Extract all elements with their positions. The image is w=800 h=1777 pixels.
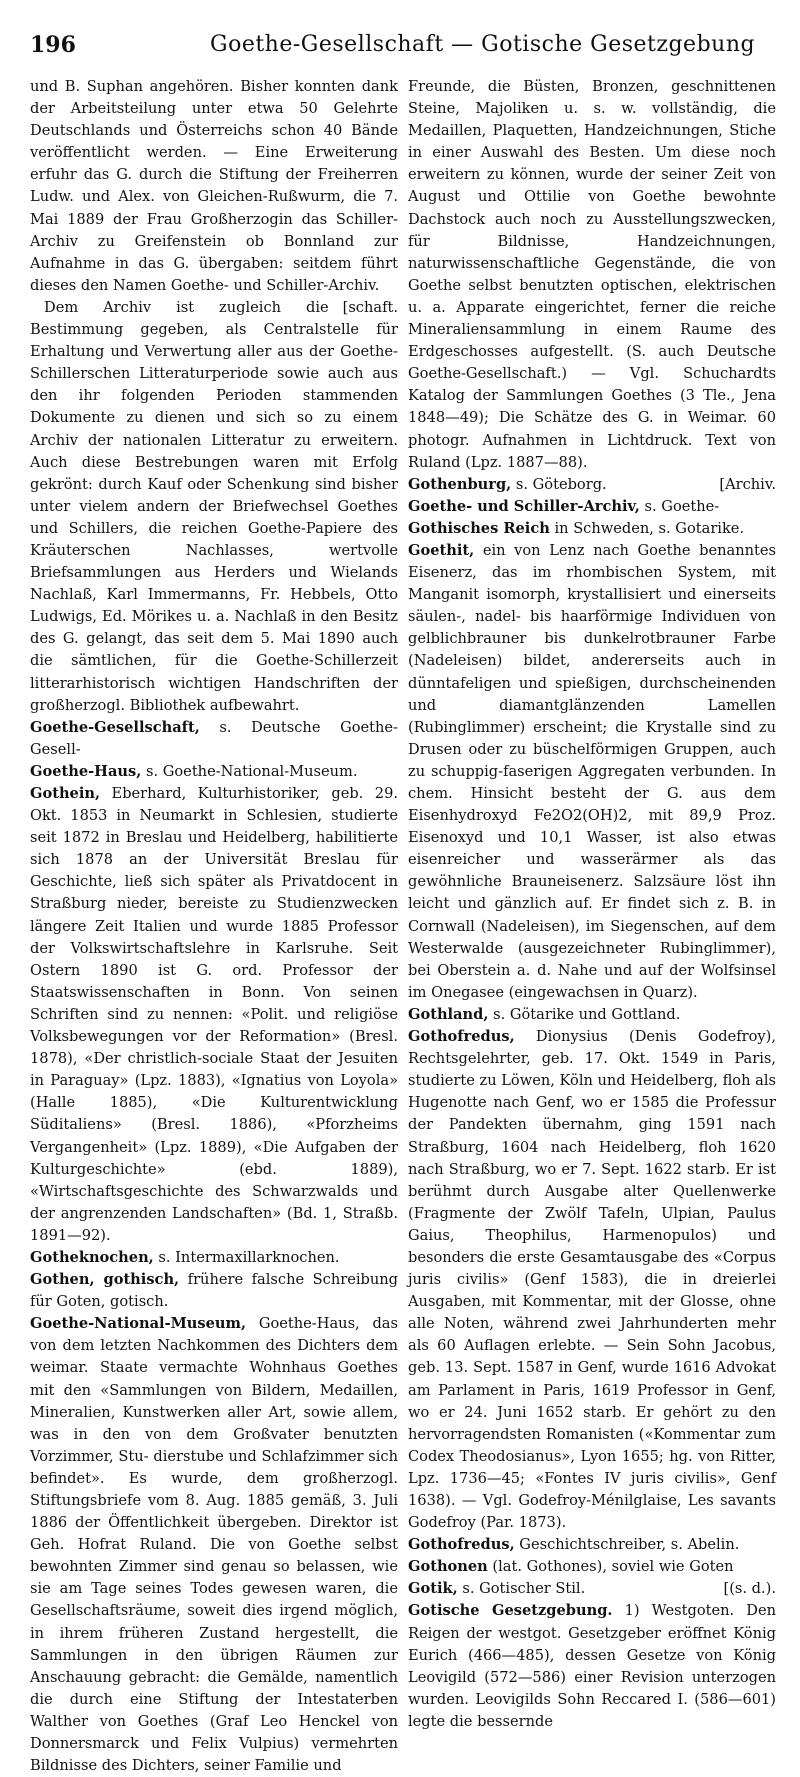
dictionary-entry xyxy=(30,1269,398,1313)
entry-headword: Gotische Gesetzgebung. xyxy=(408,1602,613,1620)
paragraph xyxy=(408,76,776,474)
entry-text: frühere falsche Schreibung für Goten, gotisch. xyxy=(30,1271,398,1311)
entry-headword: Goethe-Haus, xyxy=(30,762,142,780)
dictionary-entry xyxy=(30,1313,398,1777)
dictionary-entry xyxy=(408,1004,776,1026)
entry-headword: Gothein, xyxy=(30,785,101,802)
entry-text: s. Deutsche Goethe-Gesell- xyxy=(30,718,398,758)
entry-text: s. Goethe- xyxy=(639,497,720,515)
dictionary-entry xyxy=(408,1556,776,1578)
dictionary-entry xyxy=(408,540,776,1004)
entry-headword: Gothonen xyxy=(408,1558,488,1576)
dictionary-entry xyxy=(408,1578,776,1600)
paragraph xyxy=(30,297,398,717)
page-number: 196 xyxy=(30,32,76,58)
entry-text: s. Goethe-National-Museum. xyxy=(141,762,358,780)
entry-text: und B. Suphan angehören. Bisher konnten dank der Arbeitsteilung unter etwa 50 Gelehrte Deutschlands und Österreichs schon 40 Bände veröffentlicht werden. — Eine Erweiterung erfuhr das G. durch die Stiftung der Freiherren Ludw. und Alex. von Gleichen-Rußwurm, die 7. Mai 1889 der Frau Großherzogin das Schiller-Archiv zu Greifenstein ob Bonnland zur Aufnahme in das G. übergaben: seitdem führt dieses den Namen Goethe- und Schiller-Archiv. xyxy=(30,78,398,294)
dictionary-entry xyxy=(30,783,398,1247)
running-head: Goethe-Gesellschaft — Gotische Gesetzgebung xyxy=(210,32,756,57)
continuation-fragment: [schaft. xyxy=(342,298,398,316)
entry-text: (lat. Gothones), soviel wie Goten xyxy=(487,1558,734,1576)
page-header xyxy=(30,28,775,68)
entry-headword: Goethe-Gesellschaft, xyxy=(30,718,200,736)
dictionary-entry xyxy=(408,474,776,496)
entry-headword: Gothofredus, xyxy=(408,1536,515,1554)
dictionary-entry xyxy=(408,1600,776,1733)
entry-headword: Gothisches Reich xyxy=(408,519,550,537)
entry-headword: Gotik, xyxy=(408,1580,458,1598)
continuation-fragment: [Archiv. xyxy=(719,475,776,493)
entry-text: ein von Lenz nach Goethe benanntes Eisenerz, das im rhombischen System, mit Manganit isomorph, krystallisiert und einerseits säulen-, nadel- bis haarförmige Individuen von gelblichbrauner bis dunkelrotbrauner Farbe (Nadeleisen) bildet, andererseits auch in dünntafeligen und spießigen, durchscheinenden und diamantglänzenden Lamellen (Rubinglimmer) erscheint; die Krystalle sind zu Drusen oder zu büschelförmigen Gruppen, auch zu schuppig-faserigen Aggregaten verbunden. In chem. Hinsicht besteht der G. aus dem Eisenhydroxyd Fe2O2(OH)2, mit 89,9 Proz. Eisenoxyd und 10,1 Wasser, ist also etwas eisenreicher und wasserärmer als das gewöhnliche Brauneisenerz. Salzsäure löst ihn leicht und gänzlich auf. Er findet sich z. B. in Cornwall (Nadeleisen), im Siegenschen, auf dem Westerwalde (ausgezeichneter Rubinglimmer), bei Oberstein a. d. Nahe und auf der Wolfsinsel im Onegasee (eingewachsen in Quarz). xyxy=(408,541,776,1001)
entry-text: Freunde, die Büsten, Bronzen, geschnittenen Steine, Majoliken u. s. w. vollständig, die Medaillen, Plaquetten, Handzeichnungen, Stiche in einer Auswahl des Besten. Um diese noch erweitern zu können, wurde der seiner Zeit von August und Ottilie von Goethe bewohnte Dachstock auch noch zu Ausstellungszwecken, für Bildnisse, Handzeichnungen, naturwissenschaftliche Gegenstände, die von Goethe selbst benutzten optischen, elektrischen u. a. Apparate eingerichtet, ferner die reiche Mineraliensammlung in einem Raume des Erdgeschosses aufgestellt. (S. auch Deutsche Goethe-Gesellschaft.) — Vgl. Schuchardts Katalog der Sammlungen Goethes (3 Tle., Jena 1848—49); Die Schätze des G. in Weimar. 60 photogr. Aufnahmen in Lichtdruck. Text von Ruland (Lpz. 1887—88). xyxy=(408,78,776,471)
entry-text: in Schweden, s. Gotarike. xyxy=(549,519,745,537)
entry-text: s. Gotischer Stil. xyxy=(457,1580,586,1598)
entry-headword: Gothland, xyxy=(408,1005,489,1023)
entry-text: s. Göteborg. xyxy=(511,475,607,493)
entry-text: Goethe-Haus, das von dem letzten Nachkommen des Dichters dem weimar. Staate vermachte Wohnhaus Goethes mit den «Sammlungen von Bildern, Medaillen, Mineralien, Kunstwerken aller Art, sowie allem, was in den von dem Großvater benutzten Vorzimmer, Stu- dierstube und Schlafzimmer sich befindet». Es wurde, dem großherzogl. Stiftungsbriefe vom 8. Aug. 1885 gemäß, 3. Juli 1886 der Öffentlichkeit übergeben. Direktor ist Geh. Hofrat Ruland. Die von Goethe selbst bewohnten Zimmer sind genau so belassen, wie sie am Tage seines Todes gewesen waren, die Gesellschaftsräume, soweit dies irgend möglich, in ihrem früheren Zustand hergestellt, die Sammlungen in den übrigen Räumen zur Anschauung gebracht: die Gemälde, namentlich die durch eine Stiftung der Intestaterben Walther von Goethes (Graf Leo Henckel von Donnersmarck und Felix Vulpius) vermehrten Bildnisse des Dichters, seiner Familie und xyxy=(30,1315,398,1775)
continuation-fragment: [(s. d.). xyxy=(723,1580,776,1598)
entry-headword: Gothofredus, xyxy=(408,1028,515,1046)
entry-headword: Goethe-National-Museum, xyxy=(30,1315,247,1333)
entry-text: s. Götarike und Gottland. xyxy=(488,1005,681,1023)
entry-text: Dem Archiv ist zugleich die Bestimmung gegeben, als Centralstelle für Erhaltung und Verwertung aller aus der Goethe-Schillerschen Litteraturperiode sowie auch aus den ihr folgenden Perioden stammenden Dokumente zu dienen und sich so zu einem Archiv der nationalen Litteratur zu erweitern. Auch diese Bestrebungen waren mit Erfolg gekrönt: durch Kauf oder Schenkung sind bisher unter vielem andern der Briefwechsel Goethes und Schillers, die reichen Goethe-Papiere des Kräuterschen Nachlasses, wertvolle Briefsammlungen aus Herders und Wielands Nachlaß, Karl Immermanns, Fr. Hebbels, Otto Ludwigs, Ed. Mörikes u. a. Nachlaß in den Besitz des G. gelangt, das seit dem 5. Mai 1890 auch die sämtlichen, für die Goethe-Schillerzeit litterarhistorisch wichtigen Handschriften der großherzogl. Bibliothek aufbewahrt. xyxy=(30,298,398,714)
entry-headword: Goethe- und Schiller-Archiv, xyxy=(408,497,640,515)
dictionary-entry xyxy=(30,717,398,761)
entry-headword: Gothen, gothisch, xyxy=(30,1271,180,1289)
dictionary-entry xyxy=(30,761,398,783)
left-column xyxy=(30,76,398,1777)
dictionary-entry xyxy=(408,496,776,518)
entry-headword: Gotheknochen, xyxy=(30,1248,154,1266)
dictionary-entry xyxy=(30,1247,398,1269)
entry-text: Geschichtschreiber, s. Abelin. xyxy=(514,1536,740,1554)
dictionary-entry xyxy=(408,1026,776,1534)
entry-text: s. Intermaxillarknochen. xyxy=(153,1248,340,1266)
dictionary-entry xyxy=(408,518,776,540)
entry-headword: Goethit, xyxy=(408,541,475,559)
entry-text: Eberhard, Kulturhistoriker, geb. 29. Okt. 1853 in Neumarkt in Schlesien, studierte seit 1872 in Breslau und Heidelberg, habilitierte sich 1878 an der Universität Breslau für Geschichte, ließ sich später als Privatdocent in Straßburg nieder, bereiste zu Studienzwecken längere Zeit Italien und wurde 1885 Professor der Volkswirtschaftslehre in Karlsruhe. Seit Ostern 1890 ist G. ord. Professor der Staatswissenschaften in Bonn. Von seinen Schriften sind zu nennen: «Polit. und religiöse Volksbewegungen vor der Reformation» (Bresl. 1878), «Der christlich-sociale Staat der Jesuiten in Paraguay» (Lpz. 1883), «Ignatius von Loyola» (Halle 1885), «Die Kulturentwicklung Süditaliens» (Bresl. 1886), «Pforzheims Vergangenheit» (Lpz. 1889), «Die Aufgaben der Kulturgeschichte» (ebd. 1889), «Wirtschaftsgeschichte des Schwarzwalds und der angrenzenden Landschaften» (Bd. 1, Straßb. 1891—92). xyxy=(30,785,398,1244)
paragraph xyxy=(30,76,398,297)
entry-text: 1) Westgoten. Den Reigen der westgot. Gesetzgeber eröffnet König Eurich (466—485), dessen Gesetze von König Leovigild (572—586) einer Revision unterzogen wurden. Leovigilds Sohn Reccared I. (586—601) legte die bessernde xyxy=(408,1602,776,1730)
dictionary-entry xyxy=(408,1534,776,1556)
entry-headword: Gothenburg, xyxy=(408,475,512,493)
right-column xyxy=(408,76,776,1733)
entry-text: Dionysius (Denis Godefroy), Rechtsgelehrter, geb. 17. Okt. 1549 in Paris, studierte zu Löwen, Köln und Heidelberg, floh als Hugenotte nach Genf, wo er 1585 die Professur der Pandekten übernahm, ging 1591 nach Straßburg, 1604 nach Heidelberg, floh 1620 nach Straßburg, wo er 7. Sept. 1622 starb. Er ist berühmt durch Ausgabe alter Quellenwerke (Fragmente der Zwölf Tafeln, Ulpian, Paulus Gaius, Theophilus, Harmenopulos) und besonders die erste Gesamtausgabe des «Corpus juris civilis» (Genf 1583), die in dreierlei Ausgaben, mit Kommentar, mit der Glosse, ohne alle Noten, während zwei Jahrhunderten mehr als 60 Auflagen erlebte. — Sein Sohn Jacobus, geb. 13. Sept. 1587 in Genf, wurde 1616 Advokat am Parlament in Paris, 1619 Professor in Genf, wo er 24. Juni 1652 starb. Er gehört zu den hervorragendsten Romanisten («Kommentar zum Codex Theodosianus», Lyon 1655; hg. von Ritter, Lpz. 1736—45; «Fontes IV juris civilis», Genf 1638). — Vgl. Godefroy-Ménilglaise, Les savants Godefroy (Par. 1873). xyxy=(408,1028,776,1532)
